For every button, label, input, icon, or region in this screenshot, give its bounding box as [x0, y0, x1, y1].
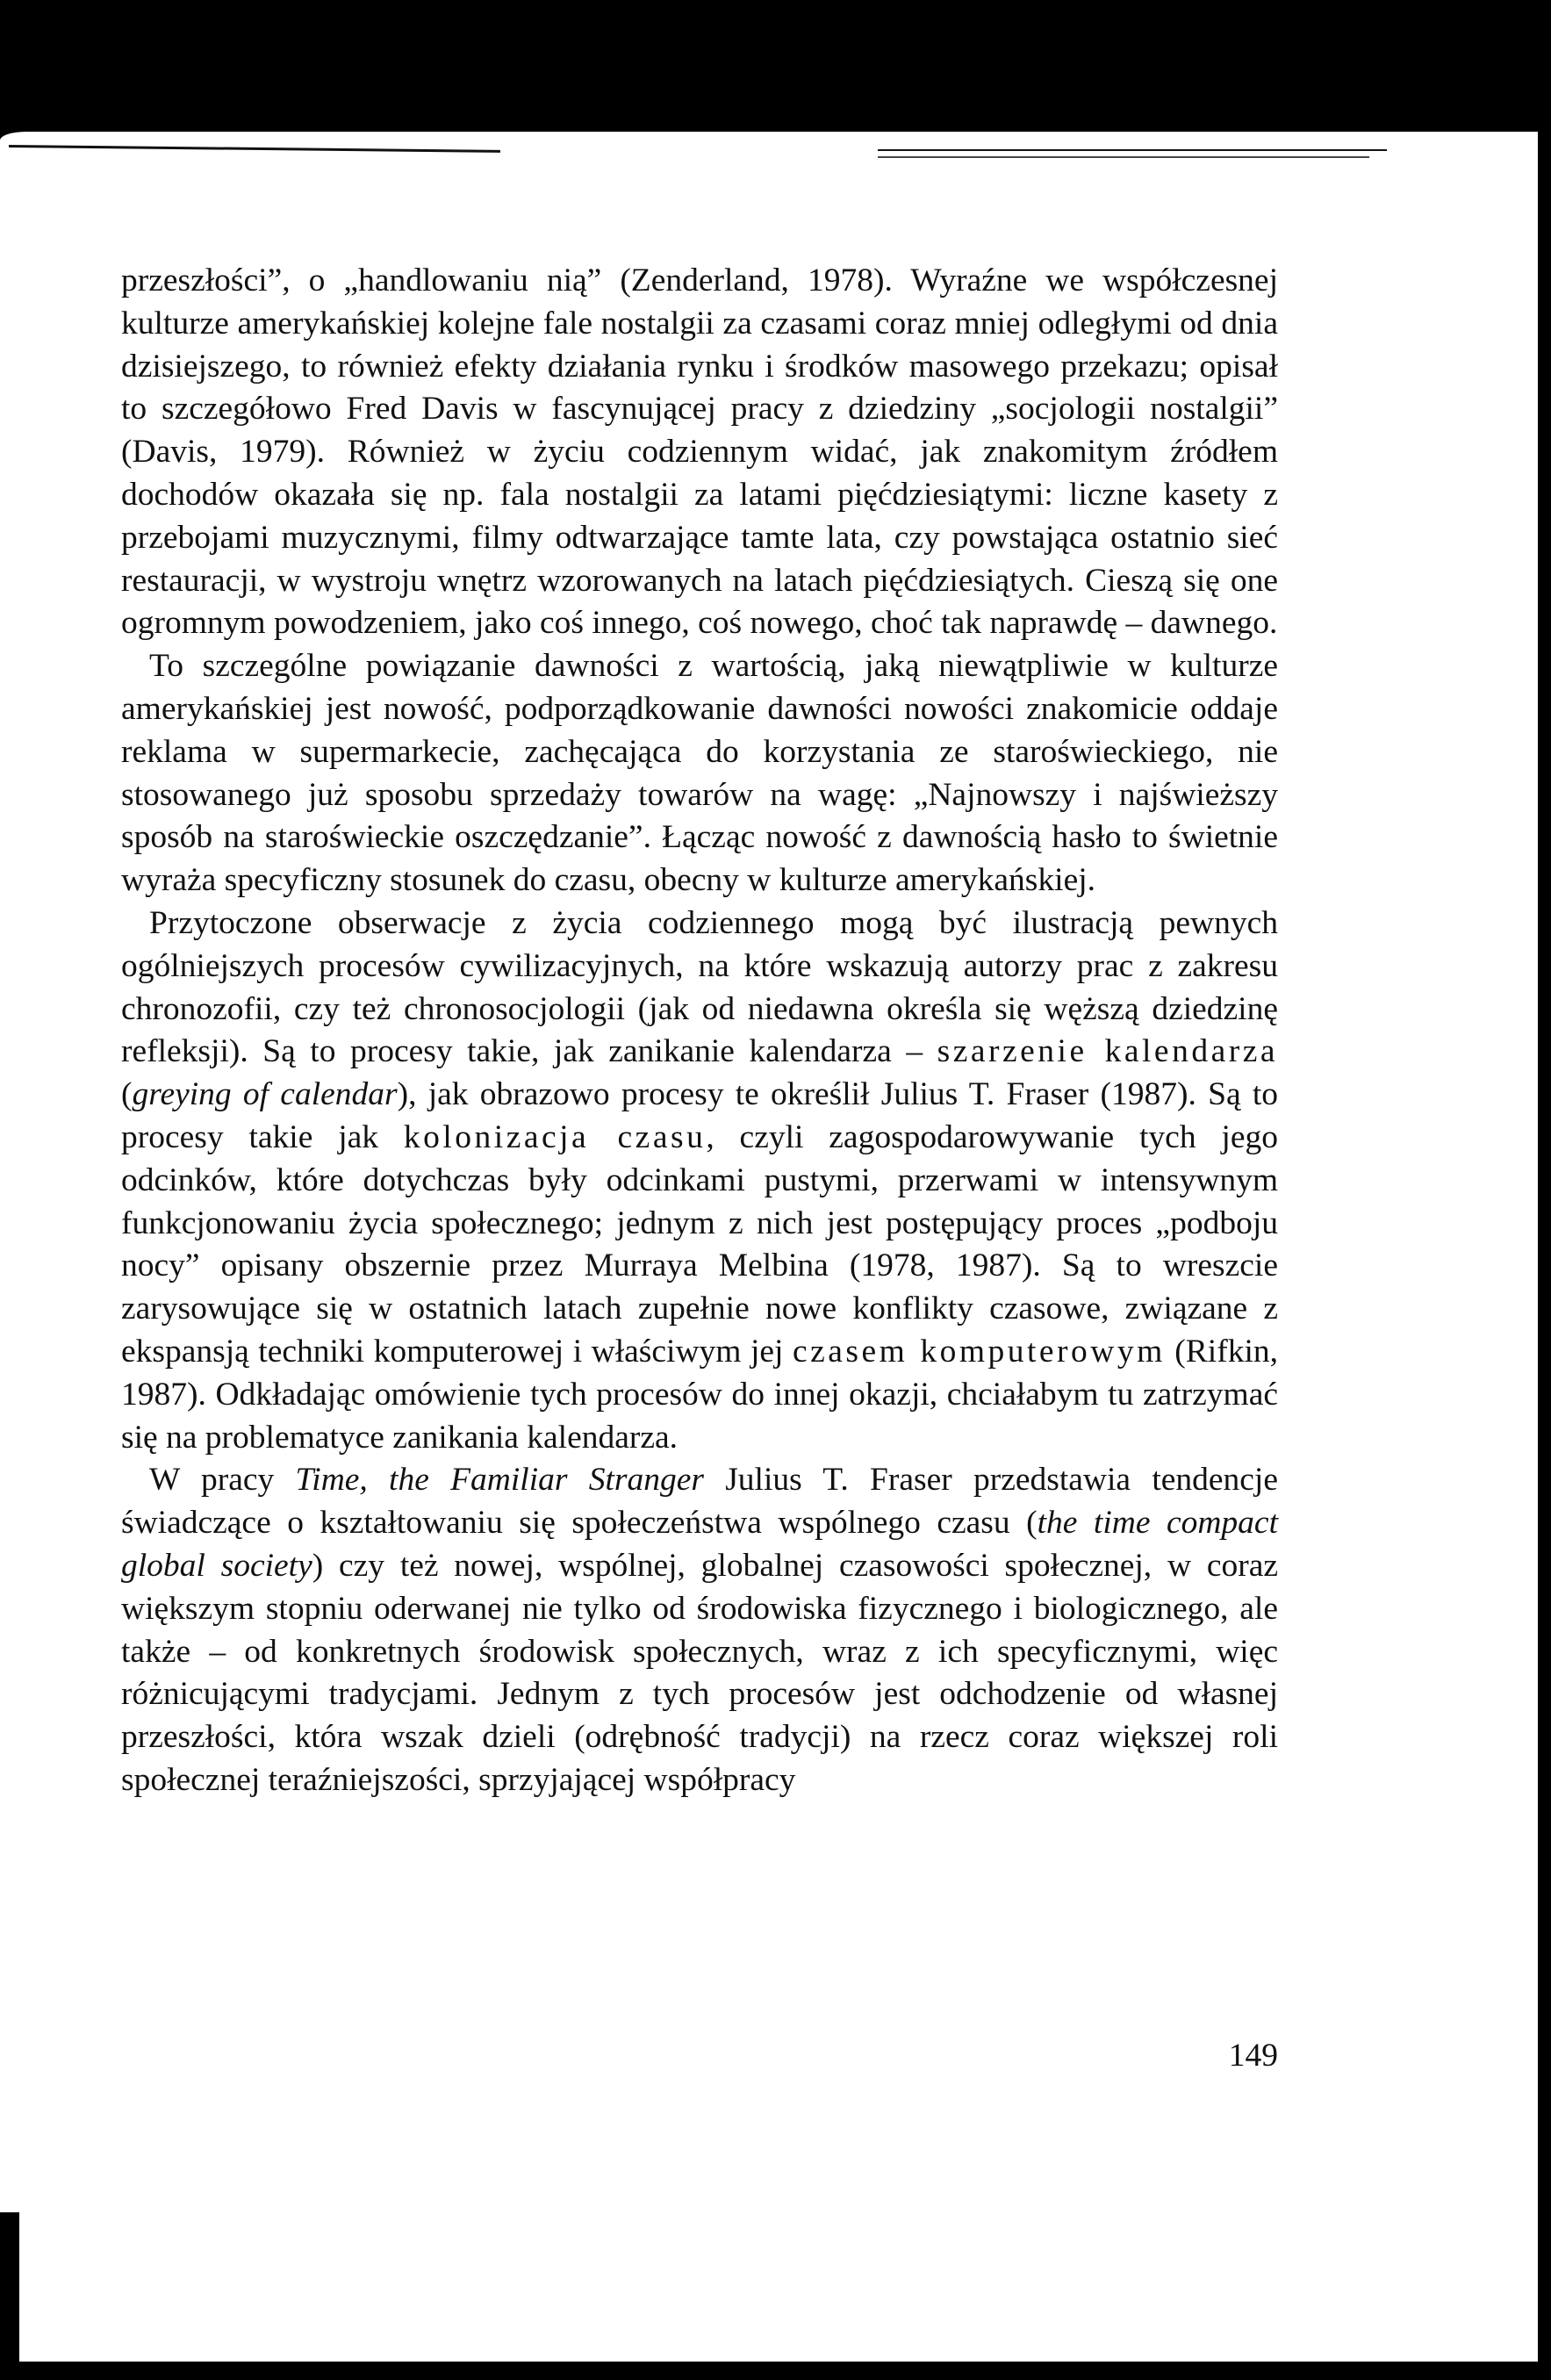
- spaced-emphasis-text: kolonizacja czasu: [403, 1118, 707, 1155]
- text-run: W pracy: [149, 1462, 296, 1499]
- body-text: [121, 260, 1278, 1802]
- text-run: ) czy też nowej, wspólnej, globalnej czasowości społecznej, w coraz większym stopniu oderwanej nie tylko od środowiska fizycznego i biologicznego, ale także – od konkretnych środowisk społecznych, wraz z ich specyficznymi, więc różnicującymi tradycjami. Jednym z tych procesów jest odchodzenie od własnej przeszłości, która wszak dzieli (odrębność tradycji) na rzecz coraz większej roli społecznej teraźniejszości, sprzyjającej współpracy: [121, 1547, 1278, 1798]
- text-run: przeszłości”, o „handlowaniu nią” (Zenderland, 1978). Wyraźne we współczesnej kulturze amerykańskiej kolejne fale nostalgii za czasami coraz mniej odległymi od dnia dzisiejszego, to również efekty działania rynku i środków masowego przekazu; opisał to szczegółowo Fred Davis w fascynującej pracy z dziedziny „socjologii nostalgii” (Davis, 1979). Również w życiu codziennym widać, jak znakomitym źródłem dochodów okazała się np. fala nostalgii za latami pięćdziesiątymi: liczne kasety z przebojami muzycznymi, filmy odtwarzające tamte lata, czy powstająca ostatnio sieć restauracji, w wystroju wnętrz wzorowanych na latach pięćdziesiątych. Cieszą się one ogromnym powodzeniem, jako coś innego, coś nowego, choć tak naprawdę – dawnego.: [121, 262, 1278, 642]
- scan-edge-line: [878, 149, 1387, 151]
- text-run: ), jak obrazowo procesy te określił Julius T. Fraser (1987). Są to procesy takie jak: [121, 1076, 1278, 1155]
- text-run: , czyli zagospodarowywanie tych jego odcinków, które dotychczas były odcinkami pustymi, przerwami w intensywnym funkcjonowaniu życia społecznego; jednym z nich jest postępujący proces „podboju nocy” opisany obszernie przez Murraya Melbina (1978, 1987). Są to wreszcie zarysowujące się w ostatnich latach zupełnie nowe konflikty czasowe, związane z ekspansją techniki komputerowej i właściwym jej: [121, 1118, 1278, 1370]
- text-run: (: [121, 1076, 133, 1113]
- text-run: (Rifkin, 1987). Odkładając omówienie tych procesów do innej okazji, chciałabym tu zatrzymać się na problematyce zanikania kalendarza.: [121, 1333, 1279, 1456]
- spaced-emphasis-text: szarzenie kalendarza: [937, 1033, 1279, 1070]
- paragraph: [121, 902, 1278, 1459]
- italic-text: greying of calendar: [132, 1076, 398, 1113]
- italic-text: Time, the Familiar Stranger: [295, 1462, 704, 1499]
- italic-text: the time compact global society: [121, 1505, 1278, 1584]
- paragraph: [121, 1459, 1278, 1801]
- scan-edge-line: [878, 156, 1369, 158]
- spaced-emphasis-text: czasem komputerowym: [792, 1333, 1166, 1370]
- text-run: Julius T. Fraser przedstawia tendencje świadczące o kształtowaniu się społeczeństwa wspólnego czasu (: [121, 1462, 1278, 1542]
- paragraph: [121, 645, 1278, 902]
- scan-corner-shadow: [0, 2212, 19, 2380]
- page-number: 149: [1228, 2038, 1278, 2074]
- text-run: To szczególne powiązanie dawności z wartością, jaką niewątpliwie w kulturze amerykańskiej jest nowość, podporządkowanie dawności nowości znakomicie oddaje reklama w supermarkecie, zachęcająca do korzystania ze staroświeckiego, nie stosowanego już sposobu sprzedaży towarów na wagę: „Najnowszy i najświeższy sposób na staroświeckie oszczędzanie”. Łącząc nowość z dawnością hasło to świetnie wyraża specyficzny stosunek do czasu, obecny w kulturze amerykańskiej.: [121, 648, 1278, 899]
- text-run: Przytoczone obserwacje z życia codziennego mogą być ilustracją pewnych ogólniejszych procesów cywilizacyjnych, na które wskazują autorzy prac z zakresu chronozofii, czy też chronosocjologii (jak od niedawna określa się węższą dziedzinę refleksji). Są to procesy takie, jak zanikanie kalendarza –: [121, 904, 1278, 1070]
- paragraph: [121, 260, 1278, 645]
